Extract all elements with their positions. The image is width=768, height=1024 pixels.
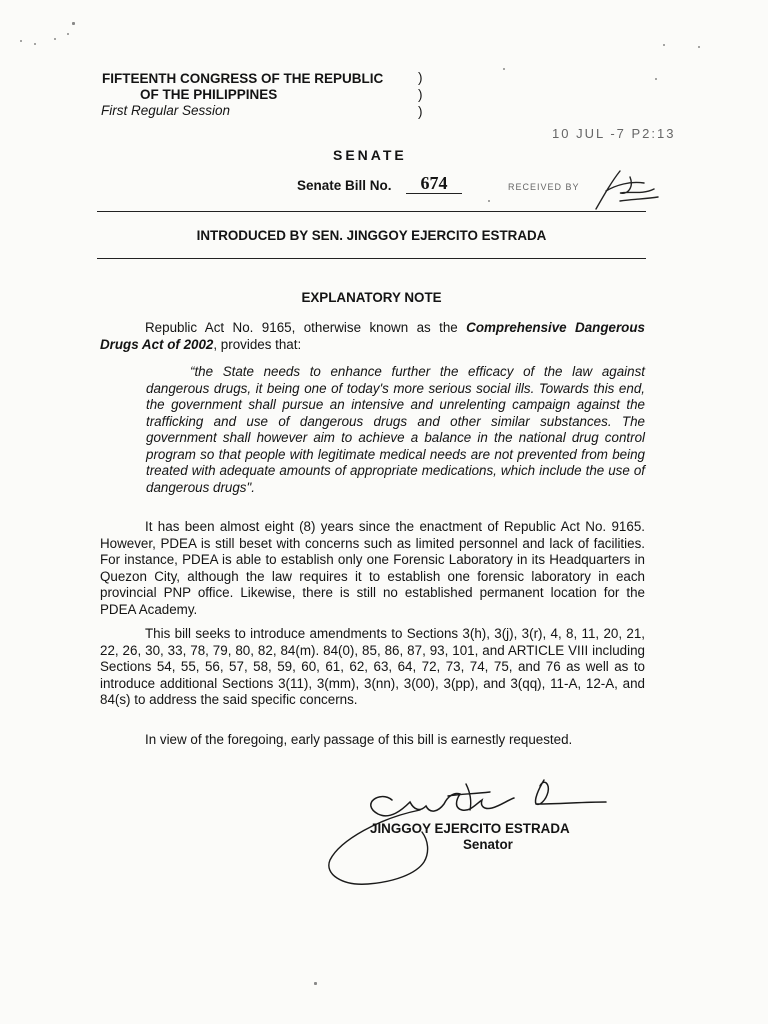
paragraph-4: In view of the foregoing, early passage of this bill is earnestly requested. <box>145 732 573 747</box>
congress-line-1: FIFTEENTH CONGRESS OF THE REPUBLIC <box>102 71 384 86</box>
quoted-provision: “the State needs to enhance further the efficacy of the law against dangerous drugs, it being one of today's more serious social ills. Towards this end, the government shall pursue an intensive and unrelenting campaign against the trafficking and use of dangerous drugs and other similar substances. The government shall however aim to achieve a balance in the national drug control program so that people with legitimate medical needs are not prevented from being treated with adequate amounts of appropriate medications, which include the use of dangerous drugs". <box>146 364 645 495</box>
received-by-stamp: RECEIVED BY <box>508 182 580 192</box>
signatory-name: JINGGOY EJERCITO ESTRADA <box>370 821 570 836</box>
top-rule <box>97 211 646 212</box>
congress-line-2: OF THE PHILIPPINES <box>140 87 278 102</box>
bill-number: 674 <box>406 173 462 194</box>
receiver-initials-icon <box>590 165 660 213</box>
senate-title: SENATE <box>333 147 407 163</box>
explanatory-note-heading: EXPLANATORY NOTE <box>301 290 442 305</box>
introduced-by-line: INTRODUCED BY SEN. JINGGOY EJERCITO ESTRADA <box>196 228 547 243</box>
session-label: First Regular Session <box>101 103 231 118</box>
received-date-stamp: 10 JUL -7 P2:13 <box>552 126 676 141</box>
bracket-2: ) <box>418 87 423 102</box>
paragraph-1 <box>100 320 645 353</box>
paragraph-1-end: , provides that: <box>213 336 302 352</box>
act-name: Comprehensive Dangerous Drugs Act of 2002 <box>100 320 645 352</box>
signatory-title: Senator <box>463 837 513 852</box>
bracket-3: ) <box>418 104 423 119</box>
paragraph-3: This bill seeks to introduce amendments to Sections 3(h), 3(j), 3(r), 4, 8, 11, 20, 21, 22, 26, 30, 33, 78, 79, 80, 82, 84(m). 84(0), 85, 86, 87, 93, 101, and ARTICLE VIII including Sections 54, 55, 56, 57, 58, 59, 60, 61, 62, 63, 64, 72, 73, 74, 75, and 76 as well as to introduce additional Sections 3(11), 3(mm), 3(nn), 3(00), 3(pp), and 3(qq), 11-A, 12-A, and 84(s) to address the said specific concerns. <box>100 626 645 707</box>
bottom-rule <box>97 258 646 259</box>
bill-number-label: Senate Bill No. <box>297 178 392 193</box>
paragraph-2: It has been almost eight (8) years since the enactment of Republic Act No. 9165. However, PDEA is still beset with concerns such as limited personnel and lack of facilities. For instance, PDEA is able to establish only one Forensic Laboratory in its Headquarters in Quezon City, although the law requires it to establish one forensic laboratory in each provincial PNP office. Likewise, there is still no established permanent location for the PDEA Academy. <box>100 519 645 617</box>
bracket-1: ) <box>418 70 423 85</box>
paragraph-1-start: Republic Act No. 9165, otherwise known as the <box>145 320 458 335</box>
